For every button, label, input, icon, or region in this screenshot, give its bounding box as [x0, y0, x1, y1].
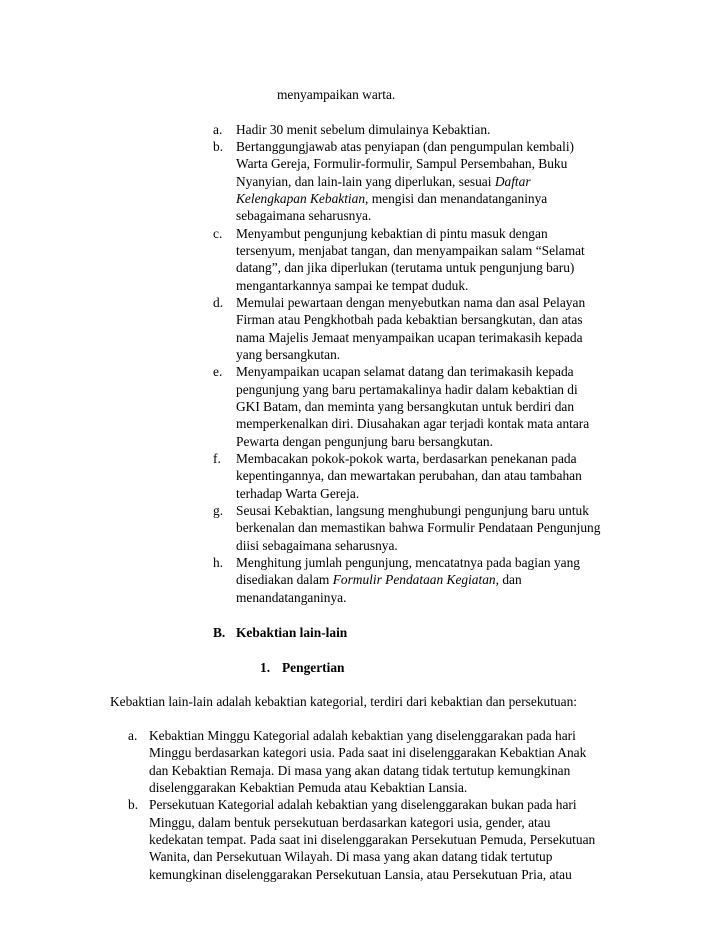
section-marker: B. — [213, 625, 226, 640]
list-item-line: Wanita, dan Persekutuan Wilayah. Di masa yang akan datang tidak tertutup — [149, 849, 553, 864]
list-item-line: Menyampaikan ucapan selamat datang dan terimakasih kepada — [236, 364, 574, 379]
italic-term: Formulir Pendataan Kegiatan — [332, 572, 496, 587]
subsection-heading: Pengertian — [282, 660, 345, 675]
list-item-line: Nyanyian, dan lain-lain yang diperlukan, sesuai Daftar — [236, 174, 531, 189]
list-item-line: memperkenalkan diri. Diusahakan agar terjadi kontak mata antara — [236, 416, 590, 431]
list-marker: c. — [213, 226, 223, 241]
list-item-line: terhadap Warta Gereja. — [236, 486, 360, 501]
section-heading: Kebaktian lain-lain — [236, 625, 348, 640]
subsection-marker: 1. — [260, 660, 271, 675]
list-item-line: Kebaktian Minggu Kategorial adalah kebaktian yang diselenggarakan pada hari — [149, 728, 576, 743]
list-item-line: mengantarkannya sampai ke tempat duduk. — [236, 278, 469, 293]
list-item-line: datang”, dan jika diperlukan (terutama untuk pengunjung baru) — [236, 260, 575, 275]
italic-term: Daftar — [494, 174, 531, 189]
list-item-line: Minggu berdasarkan kategori usia. Pada saat ini diselenggarakan Kebaktian Anak — [149, 745, 587, 760]
list-item-line: Pewarta dengan pengunjung baru bersangkutan. — [236, 434, 493, 449]
list-marker: a. — [128, 728, 138, 743]
list-item-line: menandatanganinya. — [236, 590, 347, 605]
list-item-line: GKI Batam, dan meminta yang bersangkutan untuk berdiri dan — [236, 399, 575, 414]
list-marker: a. — [213, 122, 223, 137]
list-item-line: Seusai Kebaktian, langsung menghubungi pengunjung baru untuk — [236, 503, 589, 518]
list-marker: g. — [213, 503, 224, 518]
list-marker: h. — [213, 555, 224, 570]
list-item-line: Memulai pewartaan dengan menyebutkan nama dan asal Pelayan — [236, 295, 586, 310]
list-marker: d. — [213, 295, 224, 310]
list-item-line: Firman atau Pengkhotbah pada kebaktian bersangkutan, dan atas — [236, 312, 583, 327]
list-marker: b. — [128, 797, 139, 812]
list-item-line: Membacakan pokok-pokok warta, berdasarkan penekanan pada — [236, 451, 577, 466]
intro-paragraph: Kebaktian lain-lain adalah kebaktian kategorial, terdiri dari kebaktian dan persekutuan: — [110, 694, 577, 709]
list-item-line: Minggu, dalam bentuk persekutuan berdasarkan kategori usia, gender, atau — [149, 815, 551, 830]
italic-term: Kelengkapan Kebaktian — [236, 191, 366, 206]
list-item-line: diselenggarakan Kebaktian Pemuda atau Kebaktian Lansia. — [149, 780, 468, 795]
list-item-line: berkenalan dan memastikan bahwa Formulir Pendataan Pengunjung — [236, 520, 601, 535]
list-marker: b. — [213, 139, 224, 154]
continuation-line: menyampaikan warta. — [277, 87, 396, 102]
list-item-line: sebagaimana seharusnya. — [236, 208, 372, 223]
list-marker: f. — [213, 451, 221, 466]
list-item-line: Warta Gereja, Formulir-formulir, Sampul Persembahan, Buku — [236, 156, 568, 171]
list-item-line: diisi sebagaimana seharusnya. — [236, 538, 398, 553]
list-item-line: nama Majelis Jemaat menyampaikan ucapan terimakasih kepada — [236, 330, 583, 345]
list-item-line: yang bersangkutan. — [236, 347, 341, 362]
list-item-line: Menghitung jumlah pengunjung, mencatatnya pada bagian yang — [236, 555, 580, 570]
list-item-line: Persekutuan Kategorial adalah kebaktian yang diselenggarakan bukan pada hari — [149, 797, 577, 812]
list-marker: e. — [213, 364, 223, 379]
list-item-line: kepentingannya, dan mewartakan perubahan, dan atau tambahan — [236, 468, 582, 483]
list-item-line: Menyambut pengunjung kebaktian di pintu masuk dengan — [236, 226, 548, 241]
list-item-line: kemungkinan diselenggarakan Persekutuan Lansia, atau Persekutuan Pria, atau — [149, 867, 572, 882]
list-item-line: dan Kebaktian Remaja. Di masa yang akan datang tidak tertutup kemungkinan — [149, 763, 571, 778]
list-item-text: Hadir 30 menit sebelum dimulainya Kebaktian. — [236, 122, 491, 137]
list-item-line: disediakan dalam Formulir Pendataan Kegiatan, dan — [236, 572, 522, 587]
list-item-line: kedekatan tempat. Pada saat ini diselenggarakan Persekutuan Pemuda, Persekutuan — [149, 832, 596, 847]
list-item-line: Bertanggungjawab atas penyiapan (dan pengumpulan kembali) — [236, 139, 575, 154]
list-item-line: pengunjung yang baru pertamakalinya hadir dalam kebaktian di — [236, 382, 578, 397]
list-item-line: Kelengkapan Kebaktian, mengisi dan menandatanganinya — [236, 191, 548, 206]
list-item-line: tersenyum, menjabat tangan, dan menyampaikan salam “Selamat — [236, 243, 585, 258]
